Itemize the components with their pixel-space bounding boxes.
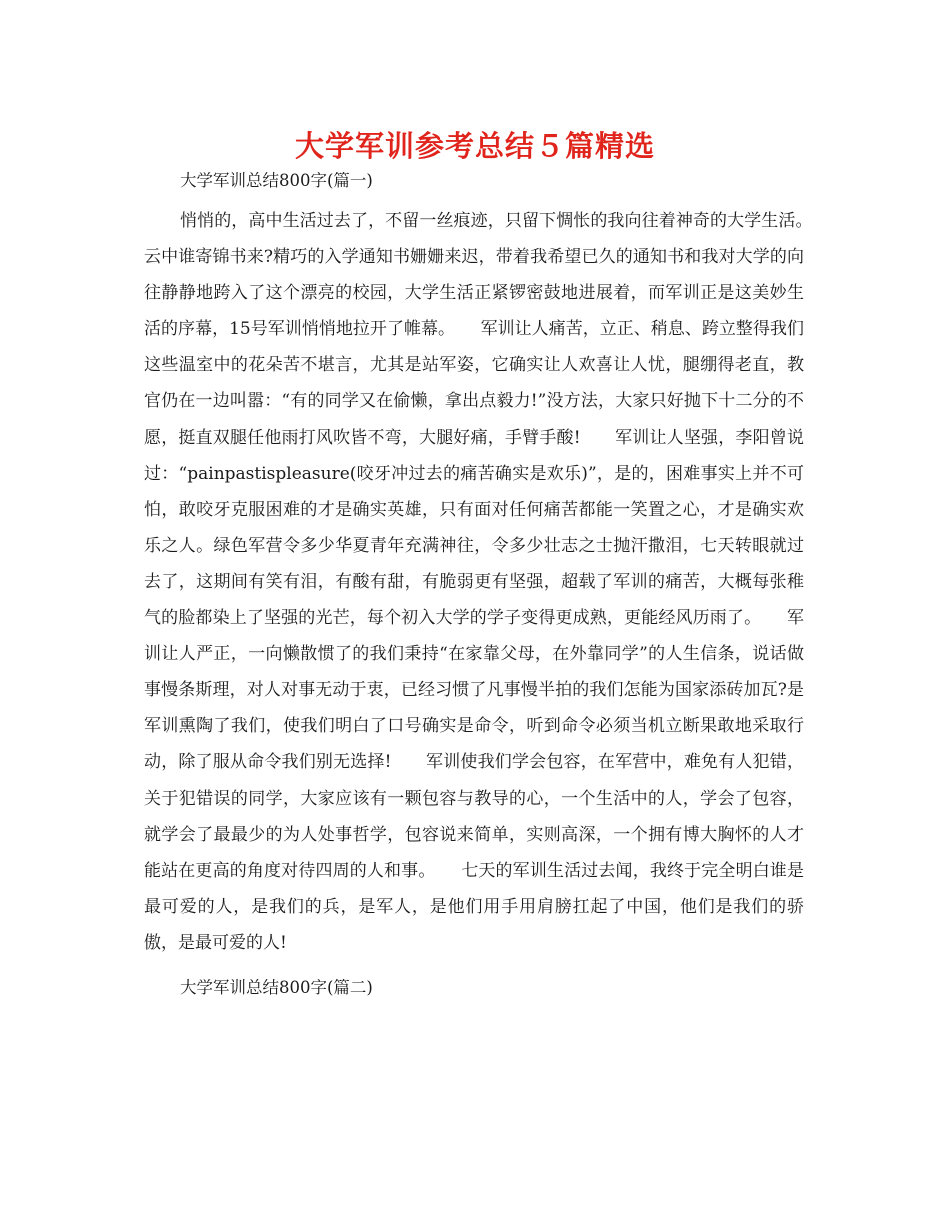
section-body-1: 悄悄的，高中生活过去了，不留一丝痕迹，只留下惆怅的我向往着神奇的大学生活。 云中谁寄锦书来?精巧的入学通知书姗姗来迟，带着我希望已久的通知书和我对大学的向往静静地跨入了这个漂亮的校园，大学生活正紧锣密鼓地进展着，而军训正是这美妙生活的序幕，15号军训悄悄地拉开了帷幕。 军训让人痛苦，立正、稍息、跨立整得我们这些温室中的花朵苦不堪言，尤其是站军姿，它确实让人欢喜让人忧，腿绷得老直，教官仍在一边叫嚣：“有的同学又在偷懒，拿出点毅力!”没方法，大家只好抛下十二分的不愿，挺直双腿任他雨打风吹皆不弯，大腿好痛，手臂手酸! 军训让人坚强，李阳曾说过：“painpastispleasure(咬牙冲过去的痛苦确实是欢乐)”，是的，困难事实上并不可怕，敢咬牙克服困难的才是确实英雄，只有面对任何痛苦都能一笑置之心，才是确实欢乐之人。绿色军营令多少华夏青年充满神往，令多少壮志之士抛汗撒泪，七天转眼就过去了，这期间有笑有泪，有酸有甜，有脆弱更有坚强，超载了军训的痛苦，大概每张稚气的脸都染上了坚强的光芒，每个初入大学的学子变得更成熟，更能经风历雨了。 军训让人严正，一向懒散惯了的我们秉持“在家靠父母，在外靠同学”的人生信条，说话做事慢条斯理，对人对事无动于衷，已经习惯了凡事慢半拍的我们怎能为国家添砖加瓦?是军训熏陶了我们，使我们明白了口号确实是命令，听到命令必须当机立断果敢地采取行动，除了服从命令我们别无选择! 军训使我们学会包容，在军营中，难免有人犯错，关于犯错误的同学，大家应该有一颗包容与教导的心，一个生活中的人，学会了包容，就学会了最最少的为人处事哲学，包容说来简单，实则高深，一个拥有博大胸怀的人才能站在更高的角度对待四周的人和事。 七天的军训生活过去闻，我终于完全明白谁是最可爱的人，是我们的兵，是军人，是他们用手用肩膀扛起了中国，他们是我们的骄傲，是最可爱的人! — [144, 211, 838, 953]
section-heading-2: 大学军训总结800字(篇二) — [180, 977, 373, 997]
document-title: 大学军训参考总结５篇精选 — [294, 129, 655, 163]
section-heading-1: 大学军训总结800字(篇一) — [180, 171, 373, 190]
document-body — [144, 166, 838, 1003]
